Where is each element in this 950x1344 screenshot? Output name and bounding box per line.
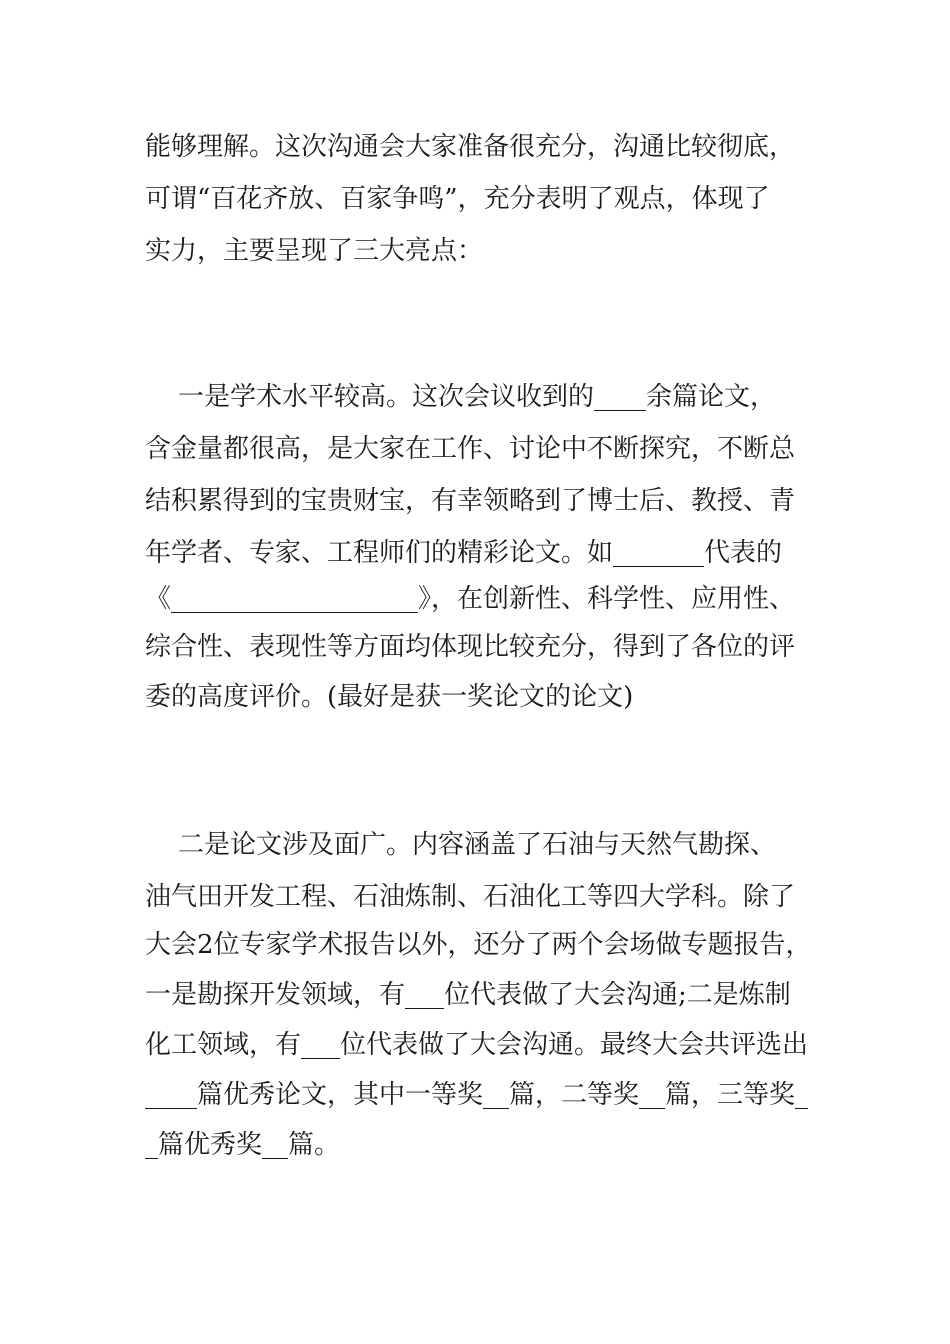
- paragraph-3-line-6: ____篇优秀论文，其中一等奖__篇，二等奖__篇，三等奖_: [145, 1080, 809, 1110]
- paragraph-3-line-4: 一是勘探开发领域，有___位代表做了大会沟通;二是炼制: [145, 980, 791, 1010]
- paragraph-3-line-7: _篇优秀奖__篇。: [145, 1130, 341, 1160]
- paragraph-2-line-5: 《___________________》，在创新性、科学性、应用性、: [145, 584, 796, 614]
- paragraph-3-line-3: 大会2位专家学术报告以外，还分了两个会场做专题报告，: [145, 930, 812, 960]
- paragraph-2-line-2: 含金量都很高，是大家在工作、讨论中不断探究，不断总: [145, 434, 796, 464]
- paragraph-3-line-2: 油气田开发工程、石油炼制、石油化工等四大学科。除了: [145, 882, 796, 912]
- paragraph-1-line-1: 能够理解。这次沟通会大家准备很充分，沟通比较彻底，: [145, 132, 796, 162]
- paragraph-2-line-4: 年学者、专家、工程师们的精彩论文。如_______代表的: [145, 538, 783, 568]
- paragraph-1-line-2: 可谓“百花齐放、百家争鸣”，充分表明了观点，体现了: [145, 184, 770, 214]
- paragraph-1-line-3: 实力，主要呈现了三大亮点：: [145, 236, 484, 266]
- paragraph-2-line-1: 一是学术水平较高。这次会议收到的____余篇论文，: [145, 382, 777, 412]
- paragraph-3-line-1: 二是论文涉及面广。内容涵盖了石油与天然气勘探、: [145, 830, 777, 860]
- paragraph-2-line-6: 综合性、表现性等方面均体现比较充分，得到了各位的评: [145, 632, 796, 662]
- paragraph-2-line-3: 结积累得到的宝贵财宝，有幸领略到了博士后、教授、青: [145, 486, 796, 516]
- paragraph-3-line-5: 化工领域，有___位代表做了大会沟通。最终大会共评选出: [145, 1030, 809, 1060]
- paragraph-2-line-7: 委的高度评价。(最好是获一奖论文的论文): [145, 682, 634, 712]
